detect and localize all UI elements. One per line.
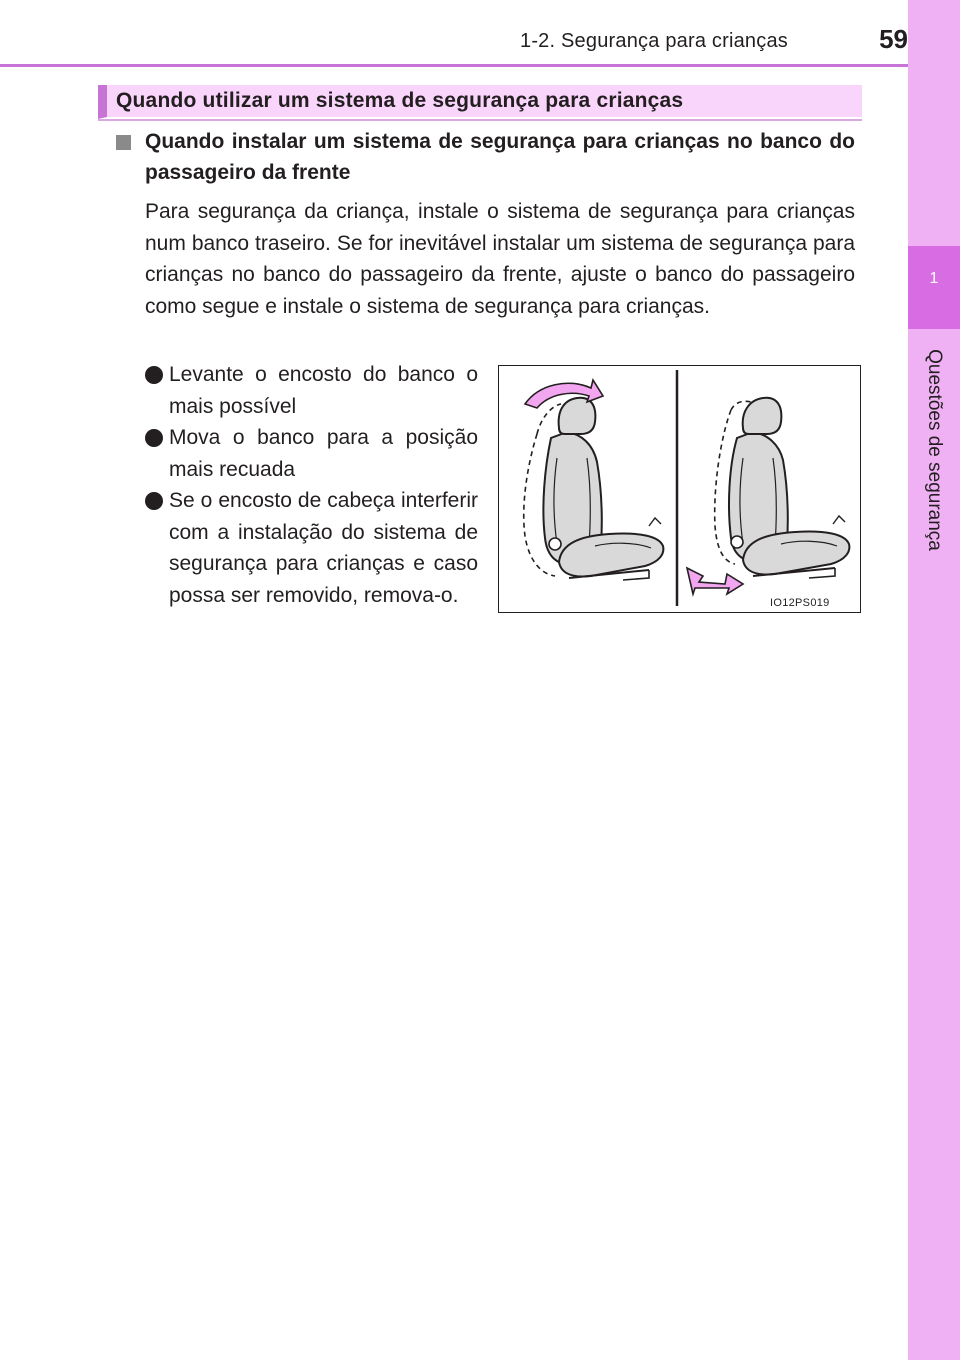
subsection-title: Quando instalar um sistema de segurança para crianças no banco do passageiro da frente — [145, 130, 855, 184]
section-heading-underline — [98, 119, 862, 121]
section-heading: Quando utilizar um sistema de segurança para crianças — [116, 89, 684, 112]
bullet-dot-icon — [145, 366, 163, 384]
bullet-item — [145, 485, 478, 611]
subsection-square-icon — [116, 135, 131, 150]
body-paragraph: Para segurança da criança, instale o sistema de segurança para crianças num banco traseiro. Se for inevitável instalar um sistema de segurança para crianças no banco do passageiro da frente, ajuste o banco do passageiro como segue e instale o sistema de segurança para crianças. — [145, 200, 855, 318]
chapter-number: 1 — [929, 270, 939, 287]
figure-code: IO12PS019 — [770, 597, 830, 609]
header-rule — [0, 64, 908, 67]
seat-left-icon — [524, 380, 664, 580]
page-number: 59 — [879, 24, 908, 54]
chapter-label: Questões de segurança — [924, 349, 945, 551]
bullet-text: Se o encosto de cabeça interferir com a instalação do sistema de segurança para crianças e caso possa ser removido, remova-o. — [169, 489, 478, 607]
seat-illustration — [499, 366, 859, 611]
bullet-text: Mova o banco para a posição mais recuada — [169, 426, 478, 481]
seat-adjustment-figure — [498, 365, 861, 613]
seat-right-icon — [687, 398, 849, 594]
bullet-item — [145, 422, 478, 485]
bullet-dot-icon — [145, 492, 163, 510]
slide-back-arrow-icon — [687, 568, 743, 594]
bullet-item — [145, 359, 478, 422]
chapter-side-strip — [908, 0, 960, 1360]
bullet-dot-icon — [145, 429, 163, 447]
running-header-title: 1-2. Segurança para crianças — [520, 30, 788, 52]
bullet-text: Levante o encosto do banco o mais possível — [169, 363, 478, 418]
